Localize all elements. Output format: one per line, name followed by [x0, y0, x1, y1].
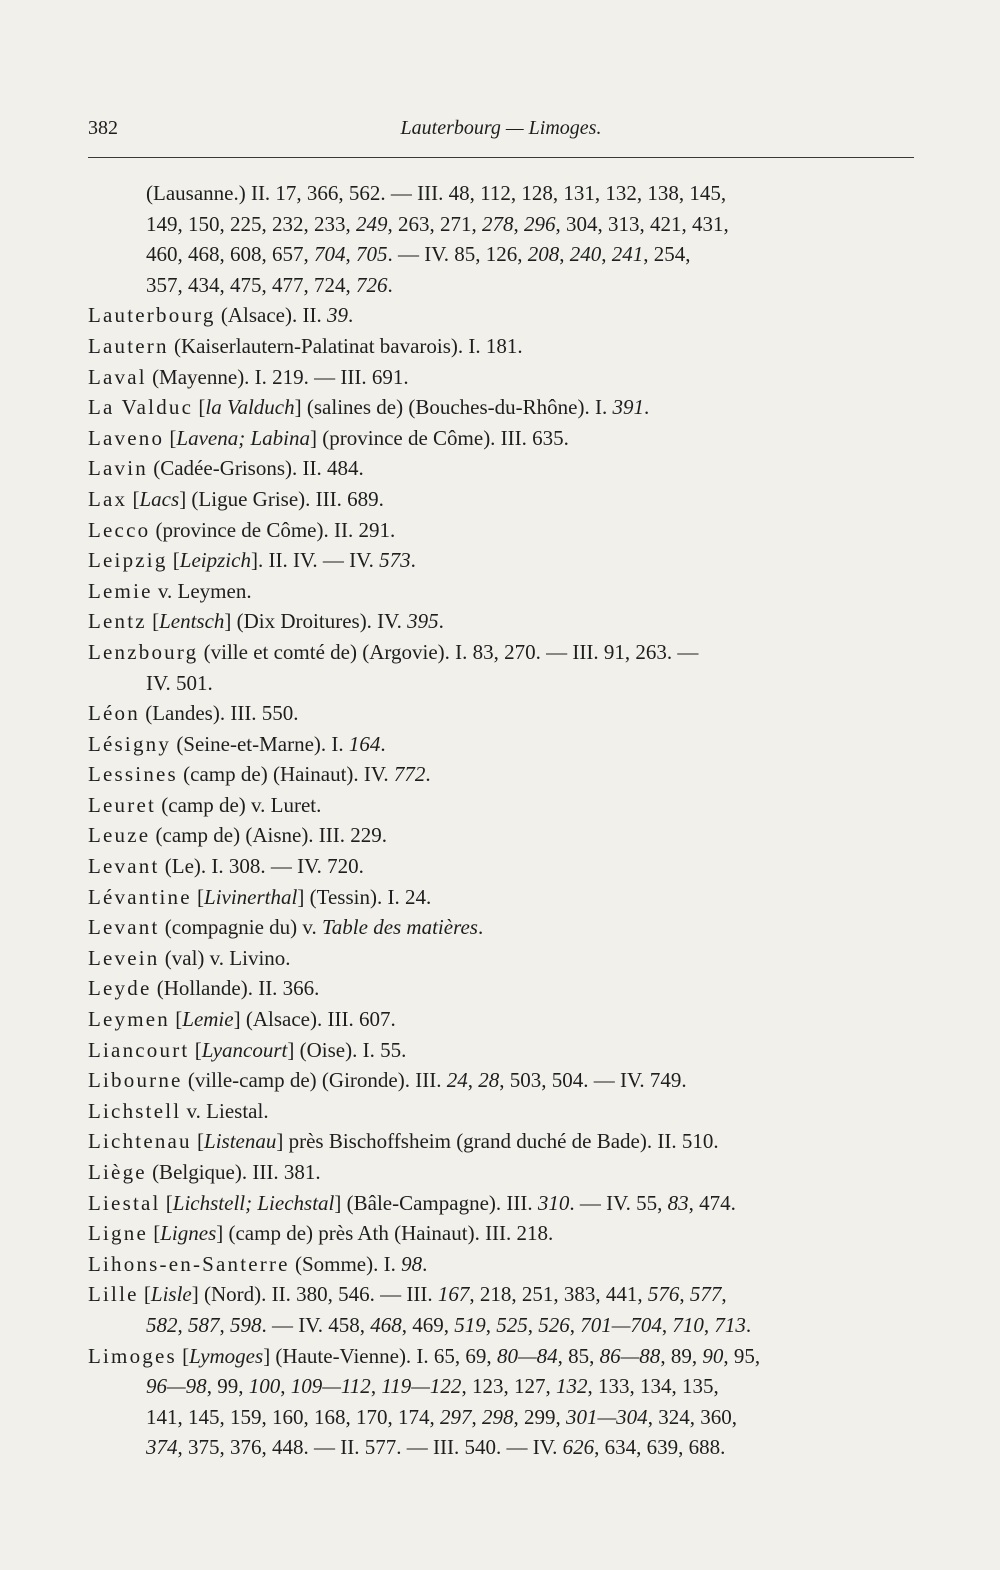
index-entry-line: [88, 1126, 914, 1157]
italic-text: 573: [379, 548, 411, 573]
index-continuation-line: [88, 1432, 914, 1463]
entry-text: ] près Bischoffsheim (grand duché de Bade). II. 510.: [276, 1129, 719, 1154]
italic-text: 391: [612, 395, 644, 420]
entry-headword: Levant: [88, 915, 160, 940]
entry-text: ] (Haute-Vienne). I. 65, 69,: [263, 1343, 497, 1368]
italic-text: 582: [146, 1312, 178, 1337]
italic-text: 240: [569, 242, 602, 267]
entry-text: 460, 468, 608, 657,: [146, 242, 314, 267]
index-entry-line: [88, 362, 914, 393]
index-entry-line: [88, 423, 914, 454]
index-entry-line: [88, 729, 914, 760]
index-continuation-line: [88, 178, 914, 209]
index-entry-line: [88, 973, 914, 1004]
entry-headword: Leymen: [88, 1007, 171, 1032]
entry-text: , 263, 271,: [387, 211, 482, 236]
entry-headword: Lemie: [88, 578, 153, 603]
entry-headword: La Valduc: [88, 395, 194, 420]
entry-text: ,: [661, 1312, 673, 1337]
entry-text: [: [164, 425, 177, 450]
entry-headword: Lichstell: [88, 1098, 182, 1123]
entry-text: , 123, 127,: [461, 1374, 556, 1399]
entry-text: ,: [467, 1068, 479, 1093]
index-entry-line: [88, 606, 914, 637]
entry-text: [: [160, 1190, 173, 1215]
entry-text: (Seine-et-Marne). I.: [171, 731, 349, 756]
entry-text: IV. 501.: [146, 670, 213, 695]
italic-text: 164: [348, 731, 381, 756]
italic-text: 96—98: [146, 1374, 207, 1399]
entry-text: ,: [370, 1374, 382, 1399]
entry-headword: Lecco: [88, 517, 151, 542]
italic-text: 278: [482, 211, 514, 236]
index-entry-line: [88, 943, 914, 974]
entry-headword: Lésigny: [88, 731, 172, 756]
entry-headword: Leyde: [88, 976, 152, 1001]
entry-headword: Lévantine: [88, 884, 192, 909]
entry-text: ,: [280, 1374, 291, 1399]
index-continuation-line: [88, 1371, 914, 1402]
entry-text: ,: [721, 1282, 727, 1307]
index-entry-line: [88, 851, 914, 882]
entry-text: ,: [345, 242, 356, 267]
entry-text: ,: [513, 211, 524, 236]
entry-headword: Lenzbourg: [88, 639, 199, 664]
italic-text: 374: [146, 1435, 178, 1460]
entry-text: ,: [559, 242, 570, 267]
entry-text: (ville et comté de) (Argovie). I. 83, 270. — III. 91, 263. —: [198, 639, 699, 664]
entry-text: (val) v. Livino.: [159, 945, 291, 970]
index-entry-line: [88, 1035, 914, 1066]
italic-text: Lichstell; Liechstal: [172, 1190, 335, 1215]
italic-text: 519: [454, 1312, 486, 1337]
entry-text: ] (Tessin). I. 24.: [297, 884, 432, 909]
entry-text: ] (Ligue Grise). III. 689.: [179, 486, 384, 511]
italic-text: 626: [562, 1435, 595, 1460]
index-entry-line: [88, 300, 914, 331]
index-entry-line: [88, 637, 914, 668]
entry-headword: Laveno: [88, 425, 165, 450]
entry-text: , 299,: [513, 1404, 566, 1429]
entry-text: ,: [569, 1312, 581, 1337]
italic-text: Lisle: [150, 1282, 192, 1307]
entry-text: .: [745, 1312, 752, 1337]
entry-text: . — IV. 458,: [261, 1312, 371, 1337]
italic-text: 772: [393, 762, 426, 787]
italic-text: Lavena; Labina: [176, 425, 310, 450]
italic-text: Lignes: [160, 1221, 217, 1246]
italic-text: 109—112: [290, 1374, 371, 1399]
italic-text: Lentsch: [159, 609, 225, 634]
entry-text: , 133, 134, 135,: [587, 1374, 719, 1399]
entry-text: [: [138, 1282, 151, 1307]
entry-text: ] (Bâle-Campagne). III.: [334, 1190, 538, 1215]
index-entry-line: [88, 698, 914, 729]
entry-text: ]. II. IV. — IV.: [250, 548, 380, 573]
italic-text: 598: [230, 1312, 262, 1337]
index-entry-line: [88, 1188, 914, 1219]
entry-text: , 469,: [401, 1312, 455, 1337]
entry-text: ,: [219, 1312, 230, 1337]
entry-text: , 95,: [723, 1343, 761, 1368]
entry-headword: Levein: [88, 945, 160, 970]
italic-text: 310: [537, 1190, 570, 1215]
entry-text: , 634, 639, 688.: [594, 1435, 726, 1460]
entry-text: [: [191, 1129, 205, 1154]
entry-headword: Liège: [88, 1160, 147, 1184]
page-number: 382: [88, 117, 118, 139]
entry-text: .: [410, 548, 416, 573]
entry-text: ] (Oise). I. 55.: [287, 1037, 407, 1062]
index-entry-line: [88, 759, 914, 790]
entry-text: ] (salines de) (Bouches-du-Rhône). I.: [294, 395, 613, 420]
entry-text: 149, 150, 225, 232, 233,: [146, 211, 356, 236]
entry-headword: Léon: [88, 701, 140, 726]
italic-text: Leipzich: [179, 548, 251, 573]
entry-text: [: [191, 884, 205, 909]
entry-text: 141, 145, 159, 160, 168, 170, 174,: [146, 1404, 440, 1429]
entry-headword: Lax: [88, 486, 128, 511]
italic-text: 86—88: [599, 1343, 661, 1368]
entry-text: . — IV. 85, 126,: [387, 242, 528, 267]
italic-text: 576: [647, 1282, 680, 1307]
entry-headword: Lihons-en-Santerre: [88, 1251, 290, 1276]
entry-headword: Liestal: [88, 1190, 161, 1215]
italic-text: Lyancourt: [201, 1037, 288, 1062]
entry-headword: Lentz: [88, 609, 147, 634]
entry-text: (Cadée-Grisons). II. 484.: [147, 456, 364, 481]
index-entry-line: [88, 912, 914, 943]
entry-text: v. Leymen.: [152, 578, 252, 603]
italic-text: 710: [672, 1312, 704, 1337]
italic-text: Listenau: [204, 1129, 277, 1154]
entry-text: , 503, 504. — IV. 749.: [499, 1068, 687, 1093]
entry-text: (camp de) (Hainaut). IV.: [177, 762, 394, 787]
italic-text: 132: [555, 1374, 588, 1399]
index-entry-line: [88, 790, 914, 821]
entry-headword: Lichtenau: [88, 1129, 192, 1154]
entry-text: .: [422, 1251, 428, 1276]
entry-text: (Hollande). II. 366.: [151, 976, 320, 1001]
entry-text: (Mayenne). I. 219. — III. 691.: [146, 364, 409, 389]
italic-text: 39: [326, 303, 348, 328]
entry-headword: Limoges: [88, 1343, 177, 1368]
entry-text: (Belgique). III. 381.: [146, 1160, 321, 1184]
italic-text: 526: [538, 1312, 570, 1337]
entry-text: , 324, 360,: [647, 1404, 737, 1429]
entry-headword: Lessines: [88, 762, 178, 787]
entry-headword: Lauterbourg: [88, 303, 216, 328]
entry-headword: Lille: [88, 1282, 139, 1307]
italic-text: Livinerthal: [204, 884, 298, 909]
entry-text: , 474.: [688, 1190, 736, 1215]
entry-text: , 304, 313, 421, 431,: [555, 211, 729, 236]
italic-text: 587: [188, 1312, 220, 1337]
entry-text: [: [127, 486, 140, 511]
entry-text: [: [146, 609, 160, 634]
index-entry-line: [88, 1218, 914, 1249]
entry-text: ,: [601, 242, 612, 267]
entry-text: , 375, 376, 448. — II. 577. — III. 540. — IV.: [177, 1435, 563, 1460]
italic-text: 395: [407, 609, 439, 634]
italic-text: 705: [356, 242, 388, 267]
entry-text: , 254,: [643, 242, 691, 267]
entry-text: , 85,: [557, 1343, 600, 1368]
italic-text: 525: [496, 1312, 528, 1337]
index-entry-line: [88, 453, 914, 484]
index-entry-line: [88, 882, 914, 913]
running-head: Lauterbourg — Limoges.: [400, 117, 602, 139]
index-entry-line: [88, 484, 914, 515]
italic-text: 208: [527, 242, 560, 267]
index-entry-line: [88, 1096, 914, 1127]
italic-text: Lymoges: [189, 1343, 264, 1368]
entry-text: ,: [485, 1312, 497, 1337]
italic-text: 704: [314, 242, 346, 267]
entry-text: ] (Alsace). III. 607.: [233, 1007, 396, 1032]
italic-text: 301—304: [566, 1404, 648, 1429]
index-entry-line: [88, 820, 914, 851]
entry-text: .: [425, 762, 431, 787]
italic-text: 83: [667, 1190, 689, 1215]
italic-text: Lemie: [182, 1007, 234, 1032]
entry-headword: Laval: [88, 364, 147, 389]
entry-text: ] (Dix Droitures). IV.: [224, 609, 408, 634]
entry-text: , 99,: [206, 1374, 249, 1399]
index-continuation-line: [88, 668, 914, 699]
italic-text: la Valduch: [205, 395, 295, 420]
index-entry-line: [88, 1004, 914, 1035]
entry-text: .: [387, 272, 393, 297]
entry-headword: Ligne: [88, 1221, 148, 1246]
italic-text: 701—704: [580, 1312, 662, 1337]
index-entry-line: [88, 331, 914, 362]
entry-text: , 218, 251, 383, 441,: [469, 1282, 648, 1307]
index-entry-line: [88, 1341, 914, 1372]
entry-headword: Libourne: [88, 1068, 183, 1093]
entry-text: [: [170, 1007, 183, 1032]
entry-text: (camp de) v. Luret.: [156, 792, 322, 817]
italic-text: 28: [478, 1068, 500, 1093]
italic-text: 468: [370, 1312, 402, 1337]
entry-headword: Lautern: [88, 333, 169, 358]
entry-text: [: [176, 1343, 190, 1368]
entry-text: .: [643, 395, 650, 420]
entry-text: ,: [177, 1312, 188, 1337]
entry-text: , 89,: [660, 1343, 703, 1368]
index-entries: [88, 178, 914, 1463]
page-header: [88, 117, 914, 158]
entry-text: .: [477, 915, 484, 940]
entry-text: [: [167, 548, 180, 573]
italic-text: Lacs: [139, 486, 180, 511]
italic-text: 249: [356, 211, 388, 236]
entry-text: . — IV. 55,: [569, 1190, 668, 1215]
italic-text: 80—84: [496, 1343, 558, 1368]
entry-text: ,: [679, 1282, 690, 1307]
italic-text: 167: [437, 1282, 470, 1307]
entry-text: [: [193, 395, 206, 420]
entry-text: ] (camp de) près Ath (Hainaut). III. 218.: [216, 1221, 554, 1246]
index-entry-line: [88, 1279, 914, 1310]
italic-text: 241: [611, 242, 644, 267]
entry-text: 357, 434, 475, 477, 724,: [146, 272, 356, 297]
entry-text: (Landes). III. 550.: [139, 701, 299, 726]
entry-text: ,: [527, 1312, 539, 1337]
italic-text: 298: [482, 1404, 514, 1429]
index-entry-line: [88, 392, 914, 423]
italic-text: 726: [356, 272, 388, 297]
index-continuation-line: [88, 1402, 914, 1433]
italic-text: 90: [702, 1343, 724, 1368]
entry-text: [: [189, 1037, 202, 1062]
entry-text: .: [347, 303, 354, 328]
index-entry-line: [88, 545, 914, 576]
entry-text: ,: [703, 1312, 715, 1337]
entry-headword: Leipzig: [88, 548, 168, 573]
entry-text: (Kaiserlautern-Palatinat bavarois). I. 181.: [168, 333, 523, 358]
entry-text: (Le). I. 308. — IV. 720.: [159, 854, 364, 879]
entry-text: v. Liestal.: [181, 1098, 269, 1123]
italic-text: 577: [689, 1282, 722, 1307]
italic-text: 297: [440, 1404, 472, 1429]
entry-headword: Liancourt: [88, 1037, 190, 1062]
italic-text: 713: [714, 1312, 746, 1337]
italic-text: 24: [446, 1068, 468, 1093]
entry-text: (compagnie du) v.: [159, 915, 323, 940]
entry-text: ] (province de Côme). III. 635.: [310, 425, 569, 450]
entry-headword: Leuret: [88, 792, 156, 817]
index-continuation-line: [88, 270, 914, 301]
entry-text: (Alsace). II.: [215, 303, 327, 328]
index-continuation-line: [88, 209, 914, 240]
entry-text: (Somme). I.: [289, 1251, 402, 1276]
index-entry-line: [88, 1157, 914, 1188]
entry-headword: Levant: [88, 854, 160, 879]
index-continuation-line: [88, 239, 914, 270]
italic-text: 119—122: [381, 1374, 462, 1399]
entry-headword: Leuze: [88, 823, 151, 848]
entry-headword: Lavin: [88, 456, 148, 481]
italic-text: 296: [524, 211, 556, 236]
entry-text: .: [380, 731, 386, 756]
entry-text: ,: [471, 1404, 482, 1429]
index-continuation-line: [88, 1310, 914, 1341]
entry-text: ] (Nord). II. 380, 546. — III.: [191, 1282, 438, 1307]
index-entry-line: [88, 515, 914, 546]
index-entry-line: [88, 576, 914, 607]
italic-text: 100: [248, 1374, 281, 1399]
italic-text: 98: [401, 1251, 423, 1276]
italic-text: Table des matières: [322, 915, 478, 940]
index-entry-line: [88, 1249, 914, 1280]
entry-text: (province de Côme). II. 291.: [150, 517, 396, 542]
entry-text: [: [147, 1221, 161, 1246]
entry-text: (camp de) (Aisne). III. 229.: [150, 823, 388, 848]
entry-text: (Lausanne.) II. 17, 366, 562. — III. 48, 112, 128, 131, 132, 138, 145,: [146, 181, 727, 205]
entry-text: .: [438, 609, 444, 634]
index-entry-line: [88, 1065, 914, 1096]
entry-text: (ville-camp de) (Gironde). III.: [182, 1068, 447, 1093]
